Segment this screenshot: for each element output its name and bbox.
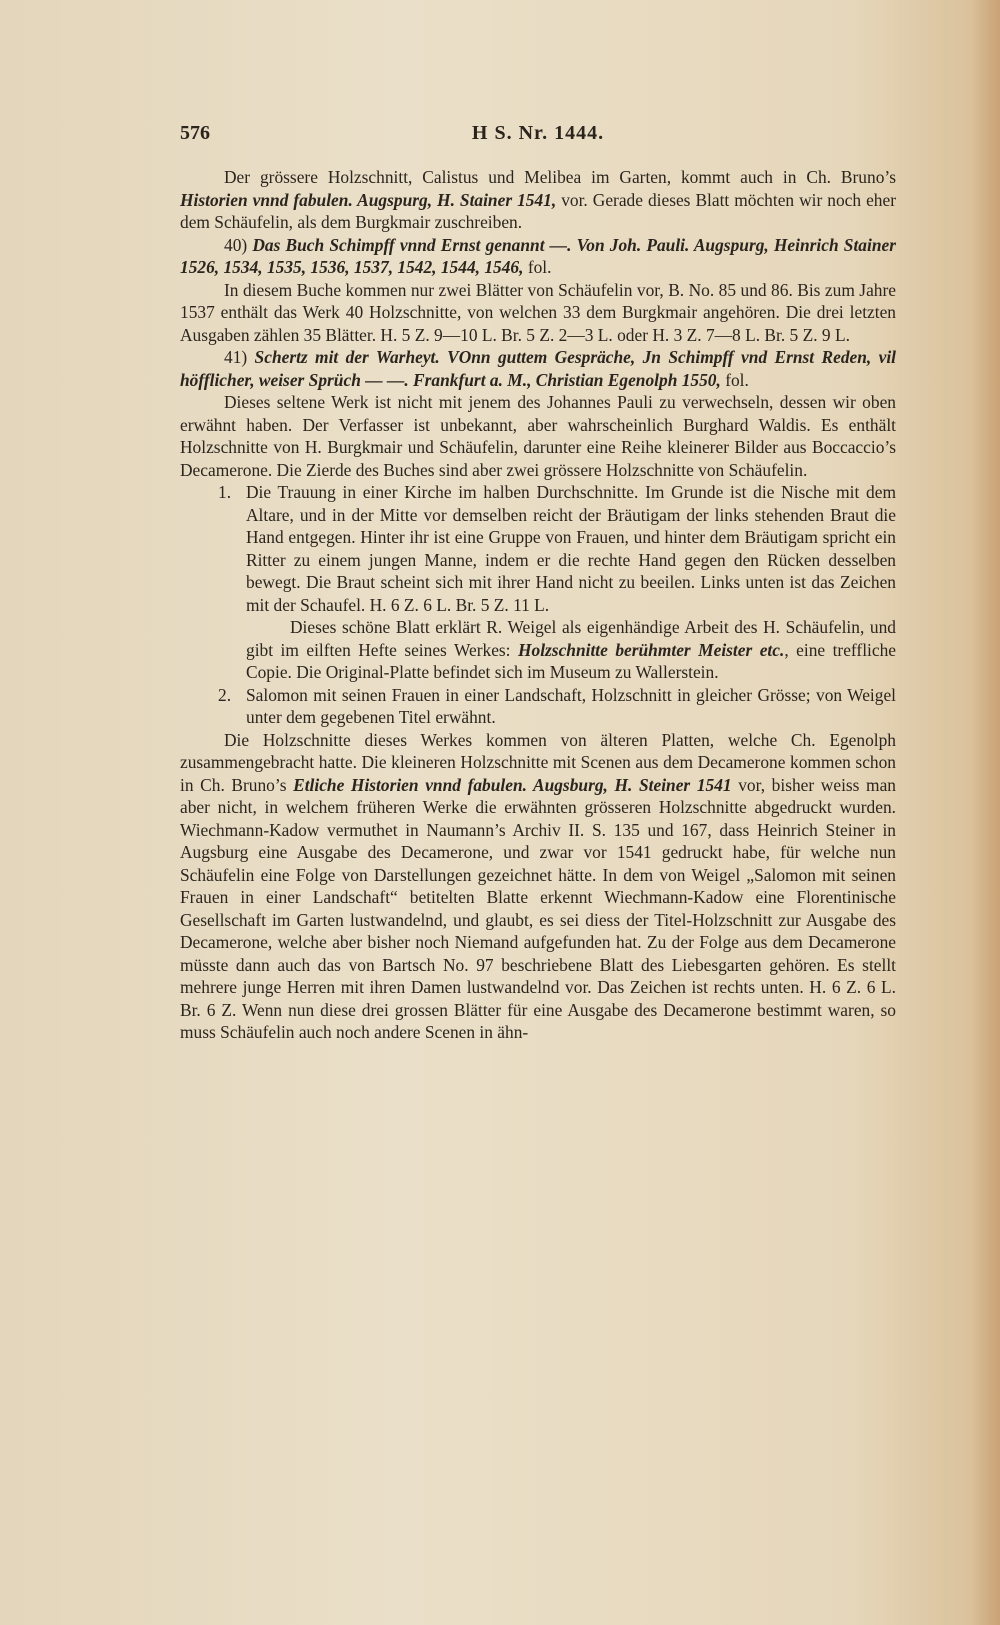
entry-title: Schertz mit der Warheyt. VOnn guttem Gespräche, Jn Schimpff vnd Ernst Reden, vil höfflicher, weiser Sprüch — —. Frankfurt a. M., Christian Egenolph 1550,: [180, 347, 896, 390]
list-number: 2.: [218, 684, 232, 705]
book-title-italic: Holzschnitte berühmter Meister etc.: [517, 639, 785, 660]
text-run: Die Holzschnitte dieses Werkes kommen von älteren Platten, welche Ch. Egenolph zusammengebracht hatte. Die kleineren Holzschnitte mit Scenen aus dem Decamerone kommen schon in Ch. Bruno’s: [180, 729, 896, 795]
text-run: , eine treffliche Copie. Die Original-Platte befindet sich im Museum zu Wallerstein.: [246, 639, 896, 682]
running-header: [180, 122, 896, 152]
body-text: [180, 166, 896, 1044]
format-label: fol.: [720, 369, 749, 390]
entry-40-heading: [180, 234, 896, 279]
list-item-1: [180, 481, 896, 684]
list-item-2: [180, 684, 896, 729]
entry-number: 41): [224, 347, 248, 367]
book-title-italic: Historien vnnd fabulen. Augspurg, H. Stainer 1541,: [180, 189, 557, 210]
entry-41-heading: [180, 346, 896, 391]
entry-40-body: In diesem Buche kommen nur zwei Blätter von Schäufelin vor, B. No. 85 und 86. Bis zum Jahre 1537 enthält das Werk 40 Holzschnitte, von welchen 33 dem Burgkmair angehören. Die drei letzten Ausgaben zählen 35 Blätter. H. 5 Z. 9—10 L. Br. 5 Z. 2—3 L. oder H. 3 Z. 7—8 L. Br. 5 Z. 9 L.: [180, 279, 896, 345]
list-item-note: [246, 616, 896, 684]
text-run: vor, bisher weiss man aber nicht, in welchem früheren Werke die erwähnten grösseren Holzschnitte abgedruckt wurden. Wiechmann-Kadow vermuthet in Naumann’s Archiv II. S. 135 und 167, dass Heinrich Steiner in Augsburg eine Ausgabe des Decamerone, und zwar vor 1541 gedruckt habe, für welche nun Schäufelin eine Folge von Darstellungen gezeichnet hätte. In dem von Weigel „Salomon mit seinen Frauen in einer Landschaft“ betitelten Blatte erkennt Wiechmann-Kadow eine Florentinische Gesellschaft im Garten lustwandelnd, und glaubt, es sei diess der Titel-Holzschnitt zur Ausgabe des Decamerone, welche aber bisher noch Niemand aufgefunden hat. Zu der Folge aus dem Decamerone müsste dann auch das von Bartsch No. 97 beschriebene Blatt des Liebesgarten gehören. Es stellt mehrere junge Herren mit ihren Damen lustwandelnd vor. Das Zeichen ist rechts unten. H. 6 Z. 6 L. Br. 6 Z. Wenn nun diese drei grossen Blätter für eine Ausgabe des Decamerone bestimmt waren, so muss Schäufelin auch noch andere Scenen in ähn-: [180, 774, 896, 1042]
text-run: Der grössere Holzschnitt, Calistus und Melibea im Garten, kommt auch in Ch. Bruno’s: [224, 167, 896, 187]
list-item-text: Die Trauung in einer Kirche im halben Durchschnitte. Im Grunde ist die Nische mit dem Altare, und in der Mitte vor demselben reicht der Bräutigam der links stehenden Braut die Hand entgegen. Hinter ihr ist eine Gruppe von Frauen, und hinter dem Bräutigam spricht ein Ritter zu einem jungen Manne, indem er die rechte Hand gegen den Rücken desselben bewegt. Die Braut scheint sich mit ihrer Hand nicht zu beeilen. Links unten ist das Zeichen mit der Schaufel. H. 6 Z. 6 L. Br. 5 Z. 11 L.: [246, 482, 896, 615]
entry-number: 40): [224, 234, 248, 255]
entry-41-body: Dieses seltene Werk ist nicht mit jenem des Johannes Pauli zu verwechseln, dessen wir oben erwähnt haben. Der Verfasser ist unbekannt, aber wahrscheinlich Burghard Waldis. Es enthält Holzschnitte von H. Burgkmair und Schäufelin, darunter eine Reihe kleinerer Bilder aus Boccaccio’s Decamerone. Die Zierde des Buches sind aber zwei grössere Holzschnitte von Schäufelin.: [180, 392, 896, 480]
list-item-text: Salomon mit seinen Frauen in einer Landschaft, Holzschnitt in gleicher Grösse; von Weigel unter dem gegebenen Titel erwähnt.: [246, 684, 896, 727]
page-edge-shading: [970, 0, 1000, 1625]
paragraph-calistus: [180, 166, 896, 234]
format-label: fol.: [523, 257, 552, 277]
list-number: 1.: [218, 482, 232, 502]
entry-title: Das Buch Schimpff vnnd Ernst genannt —. Von Joh. Pauli. Augspurg, Heinrich Stainer 1526, 1534, 1535, 1536, 1537, 1542, 1544, 1546,: [180, 234, 896, 277]
paragraph-final: [180, 729, 896, 1044]
page-number: 576: [180, 122, 210, 144]
text-run: vor. Gerade dieses Blatt möchten wir noch eher dem Schäufelin, als dem Burgkmair zuschreiben.: [180, 189, 896, 232]
running-title: H S. Nr. 1444.: [471, 122, 605, 144]
text-run: Dieses schöne Blatt erklärt R. Weigel als eigenhändige Arbeit des H. Schäufelin, und gibt im eilften Hefte seines Werkes:: [246, 617, 896, 660]
book-title-italic: Etliche Historien vnnd fabulen. Augsburg, H. Steiner 1541: [293, 774, 732, 795]
